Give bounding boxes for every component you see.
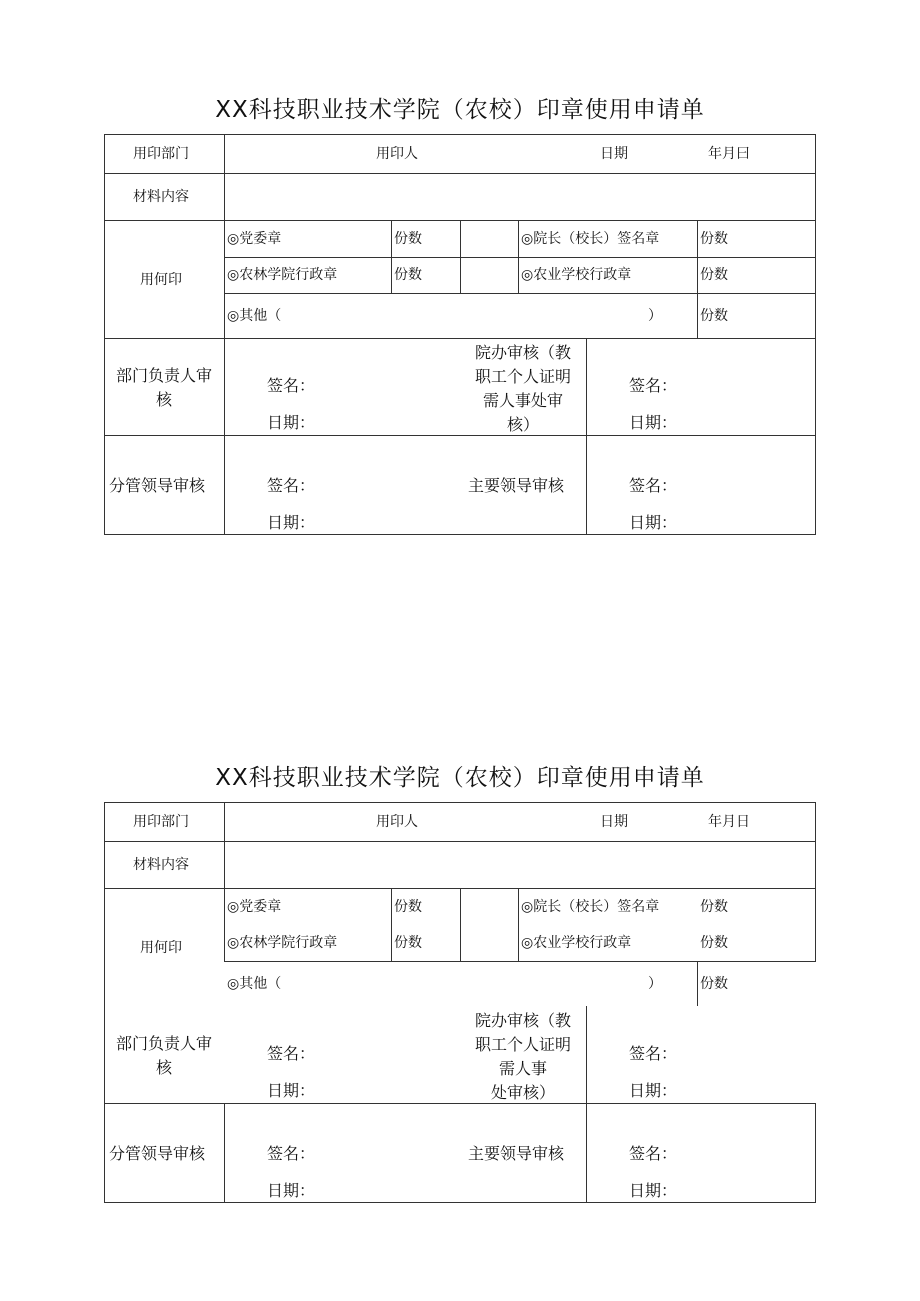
office-sign: 签名： [629, 376, 678, 395]
dept-label: 用印部门 [133, 814, 189, 830]
seal-option-party[interactable]: ◎党委章 [227, 231, 282, 247]
copies-label: 份数 [700, 308, 728, 324]
which-seal-label: 用何印 [140, 272, 182, 288]
leader-review-label: 分管领导审核 [109, 1144, 206, 1163]
dept-head-sign: 签名： [267, 1044, 316, 1063]
leader-sign: 签名： [267, 476, 316, 495]
main-leader-review-label: 主要领导审核 [468, 476, 565, 495]
seal-option-president[interactable]: ◎院长（校长）签名章 [521, 899, 660, 915]
seal-application-form-2 [0, 762, 920, 1202]
date-format: 年月曰 [708, 146, 750, 162]
seal-option-agri-school[interactable]: ◎农业学校行政章 [521, 935, 632, 951]
leader-date: 日期： [267, 513, 316, 532]
office-review-label: 院办审核（教 职工个人证明 需人事处审 核） [474, 343, 571, 434]
seal-application-form-1 [0, 94, 920, 534]
office-review-label: 院办审核（教 职工个人证明 需人事 处审核） [474, 1011, 571, 1102]
other-close-paren: ） [648, 308, 662, 324]
main-leader-date: 日期： [629, 1181, 678, 1200]
copies-label: 份数 [700, 899, 728, 915]
seal-option-forestry[interactable]: ◎农林学院行政章 [227, 935, 338, 951]
seal-option-agri-school[interactable]: ◎农业学校行政章 [521, 267, 632, 283]
user-label: 用印人 [376, 146, 418, 162]
date-label: 日期 [600, 814, 628, 830]
leader-review-label: 分管领导审核 [109, 476, 206, 495]
user-label: 用印人 [376, 814, 418, 830]
dept-head-sign: 签名： [267, 376, 316, 395]
copies-label: 份数 [700, 267, 728, 283]
dept-label: 用印部门 [133, 146, 189, 162]
seal-option-other[interactable]: ◎其他（ [227, 308, 282, 324]
seal-option-party[interactable]: ◎党委章 [227, 899, 282, 915]
main-leader-sign: 签名： [629, 1144, 678, 1163]
dept-head-date: 日期： [267, 413, 316, 432]
copies-label: 份数 [394, 899, 422, 915]
dept-head-date: 日期： [267, 1081, 316, 1100]
copies-label: 份数 [700, 231, 728, 247]
main-leader-sign: 签名： [629, 476, 678, 495]
seal-option-forestry[interactable]: ◎农林学院行政章 [227, 267, 338, 283]
copies-label: 份数 [394, 231, 422, 247]
other-close-paren: ） [648, 976, 662, 992]
dept-head-review-label: 部门负责人审 核 [115, 1034, 212, 1077]
date-format: 年月日 [708, 814, 750, 830]
office-date: 日期： [629, 1081, 678, 1100]
copies-label: 份数 [700, 935, 728, 951]
form-title: XX科技职业技术学院（农校）印章使用申请单 [215, 765, 705, 791]
date-label: 日期 [600, 146, 628, 162]
main-leader-review-label: 主要领导审核 [468, 1144, 565, 1163]
material-label: 材料内容 [133, 857, 189, 873]
form-title: XX科技职业技术学院（农校）印章使用申请单 [215, 97, 705, 123]
dept-head-review-label: 部门负责人审 核 [115, 366, 212, 409]
copies-label: 份数 [394, 267, 422, 283]
seal-option-other[interactable]: ◎其他（ [227, 976, 282, 992]
office-date: 日期： [629, 413, 678, 432]
leader-sign: 签名： [267, 1144, 316, 1163]
leader-date: 日期： [267, 1181, 316, 1200]
which-seal-label: 用何印 [140, 940, 182, 956]
main-leader-date: 日期： [629, 513, 678, 532]
seal-option-president[interactable]: ◎院长（校长）签名章 [521, 231, 660, 247]
copies-label: 份数 [394, 935, 422, 951]
office-sign: 签名： [629, 1044, 678, 1063]
copies-label: 份数 [700, 976, 728, 992]
material-label: 材料内容 [133, 189, 189, 205]
